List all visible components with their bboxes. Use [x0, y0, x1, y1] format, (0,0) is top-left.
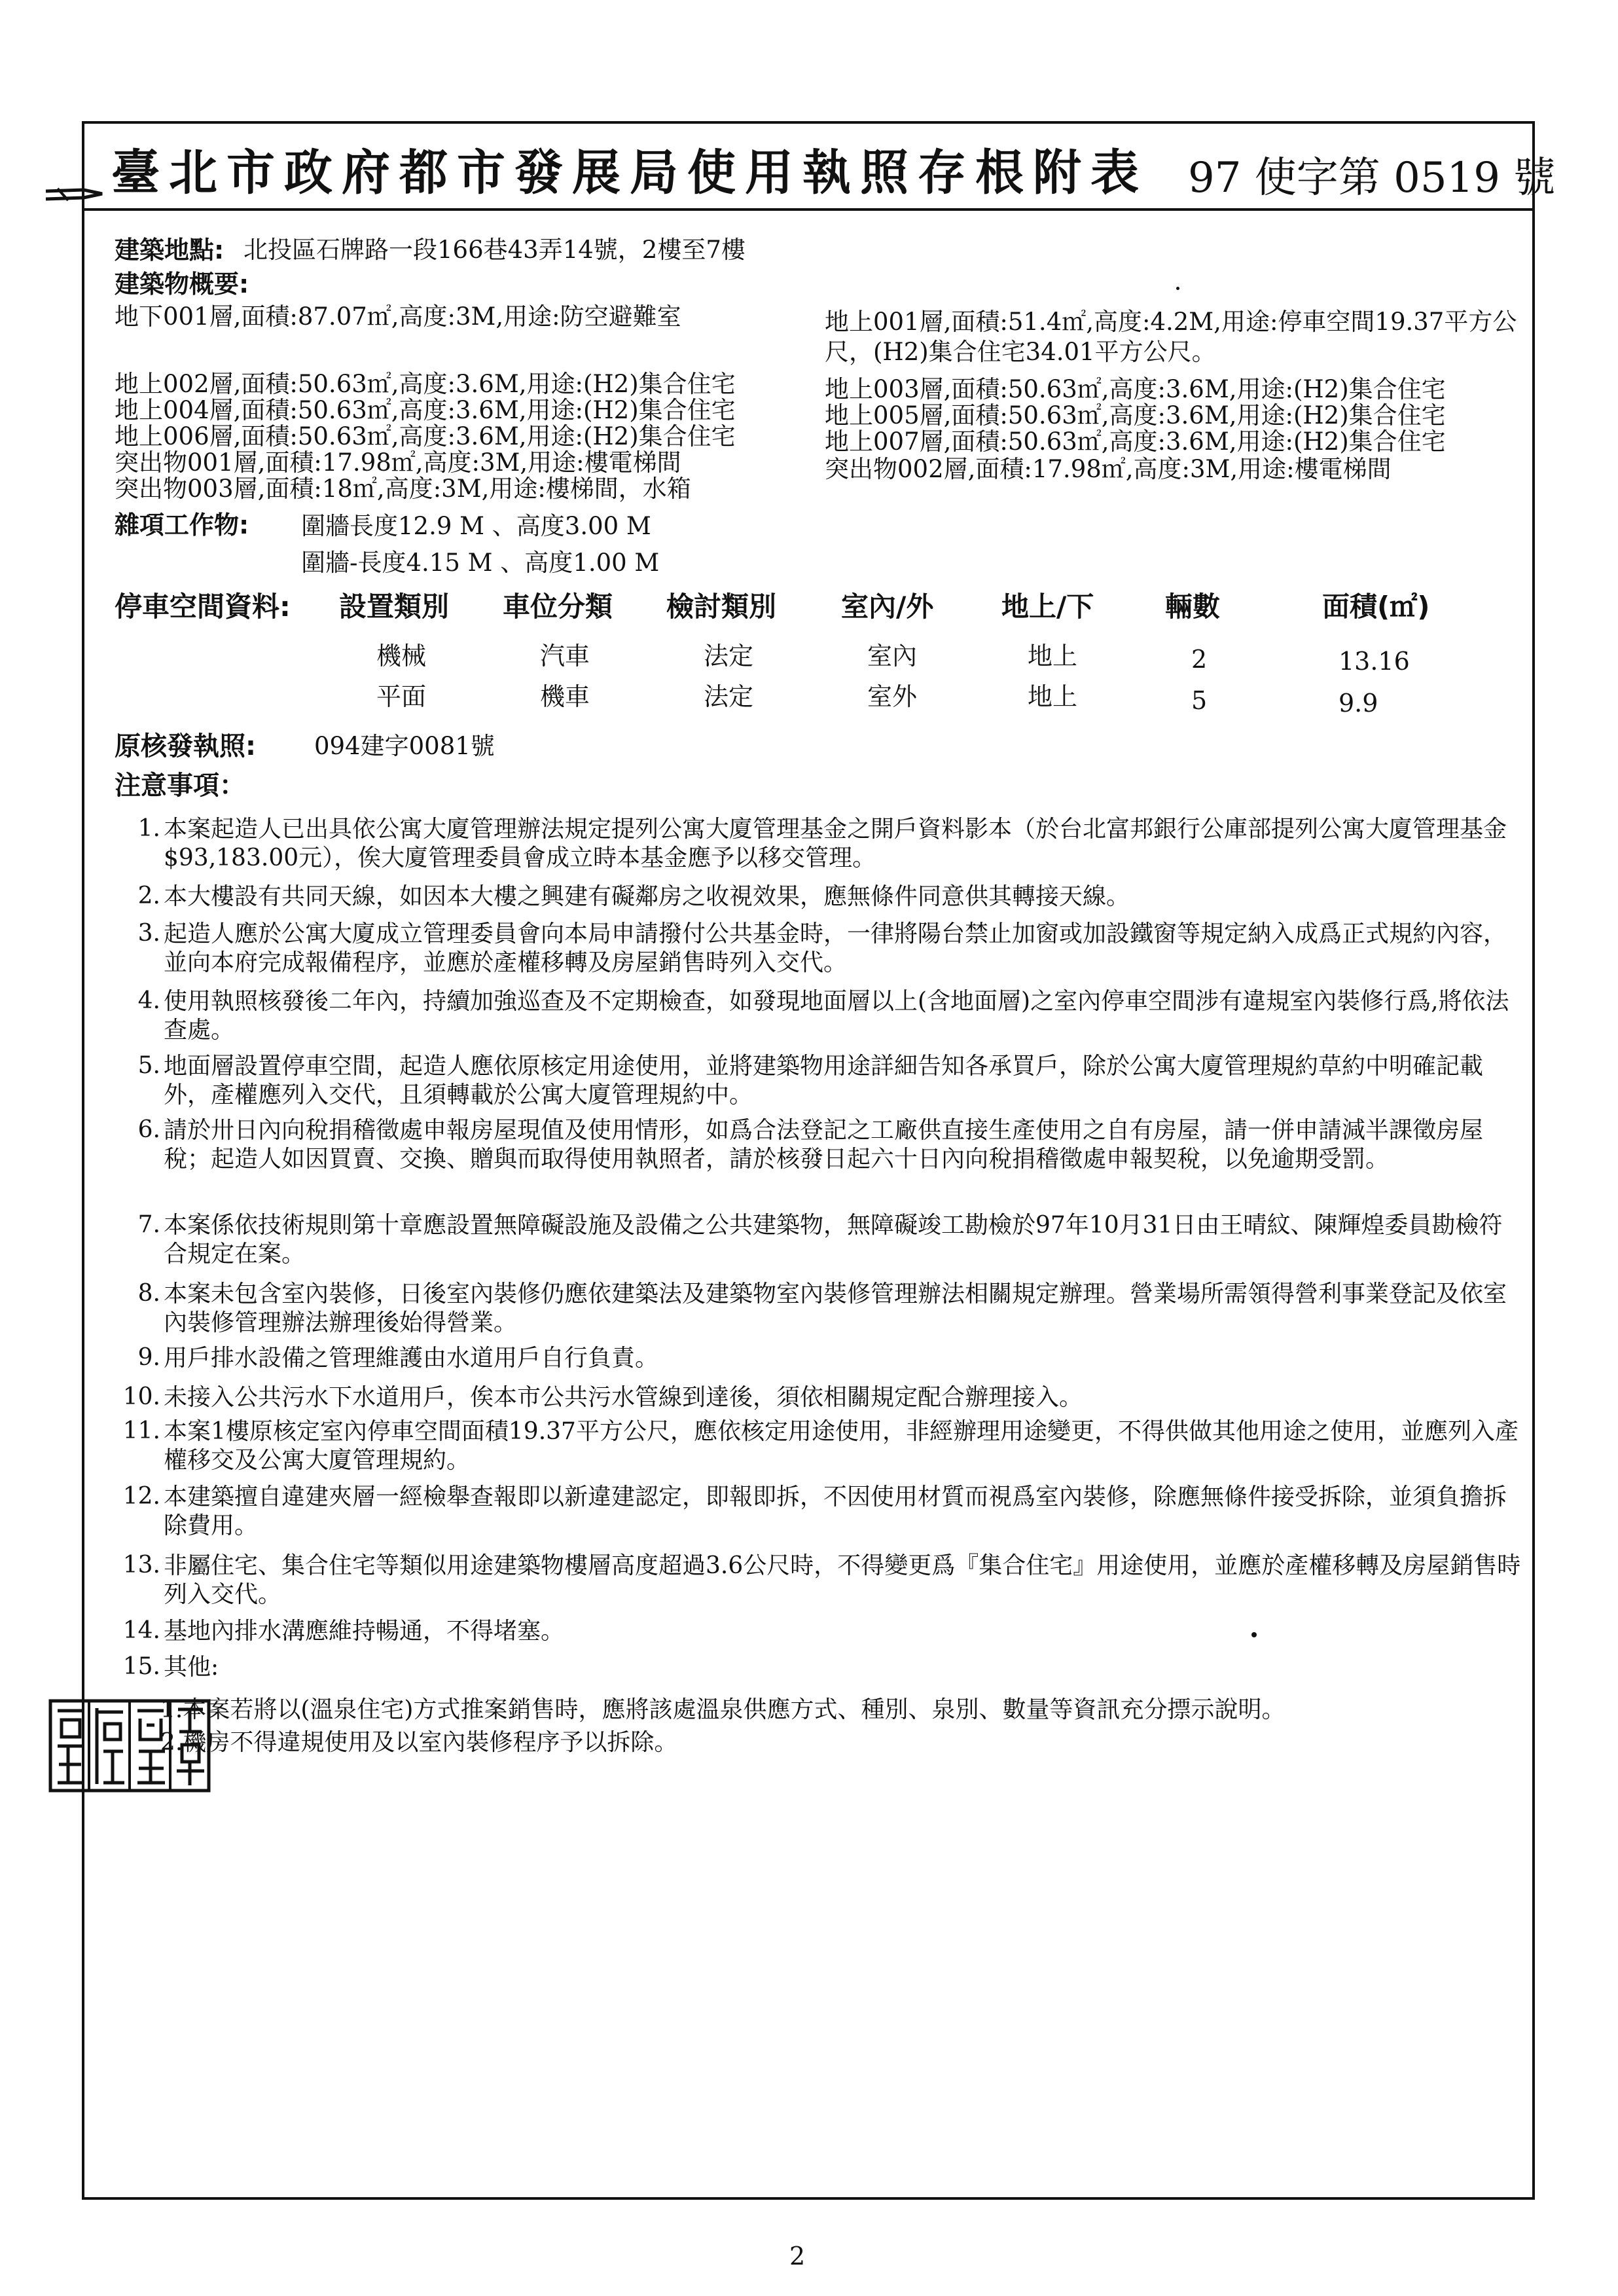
note-10-text: 未接入公共污水下水道用戶，俟本市公共污水管線到達後，須依相關規定配合辦理接入。 [164, 1384, 1083, 1411]
note-12-number: 12. [122, 1483, 160, 1510]
note-11-text: 本案1樓原核定室內停車空間面積19.37平方公尺，應依核定用途使用，非經辦理用途變更，不得供做其他用途之使用，並應列入產權移交及公寓大廈管理規約。 [164, 1418, 1519, 1474]
parking-row-1-area: 13.16 [1339, 647, 1410, 676]
page-number: 2 [789, 2242, 806, 2270]
parking-header-level: 地上/下 [1001, 591, 1094, 623]
parking-row-1-indoor: 室內 [867, 642, 918, 670]
note-6-text: 請於卅日內向稅捐稽徵處申報房屋現值及使用情形，如爲合法登記之工廠供直接生產使用之自有房屋，請一併申請減半課徵房屋稅；起造人如因買賣、交換、贈與而取得使用執照者，請於核發日起六十日內向稅捐稽徵處申報契稅，以免逾期受罰。 [164, 1117, 1484, 1173]
note-2-number: 2. [137, 883, 160, 909]
other-item-2: 2.機房不得違規使用及以室內裝修程序予以拆除。 [160, 1729, 678, 1756]
note-15-number: 15. [122, 1653, 160, 1680]
parking-row-2-level: 地上 [1028, 682, 1078, 711]
note-2-text: 本大樓設有共同天線，如因本大樓之興建有礙鄰房之收視效果，應無條件同意供其轉接天線。 [164, 883, 1130, 910]
floor-1-line2: 尺，(H2)集合住宅34.01平方公尺。 [825, 338, 1216, 366]
title-divider [82, 208, 1535, 211]
note-12-text: 本建築擅自違建夾層一經檢舉查報即以新違建認定，即報即拆，不因使用材質而視爲室內裝修，除應無條件接受拆除，並須負擔拆除費用。 [164, 1484, 1507, 1539]
floor-4: 地上004層,面積:50.63㎡,高度:3.6M,用途:(H2)集合住宅 [115, 396, 736, 424]
note-3-number: 3. [137, 920, 160, 947]
floor-7: 地上007層,面積:50.63㎡,高度:3.6M,用途:(H2)集合住宅 [825, 428, 1446, 456]
parking-row-1-vehicle: 汽車 [540, 642, 590, 670]
note-7-number: 7. [137, 1211, 160, 1238]
note-9-number: 9. [137, 1344, 160, 1371]
floor-6: 地上006層,面積:50.63㎡,高度:3.6M,用途:(H2)集合住宅 [115, 422, 736, 450]
note-5-number: 5. [137, 1052, 160, 1079]
parking-header-review: 檢討類別 [666, 591, 777, 623]
building-label: 建築物概要: [115, 270, 249, 299]
rooftop-1: 突出物001層,面積:17.98㎡,高度:3M,用途:樓電梯間 [115, 448, 681, 477]
parking-header-indoor: 室內/外 [841, 591, 934, 623]
misc-label: 雜項工作物: [115, 511, 249, 539]
misc-item-2: 圍牆-長度4.15 M 、高度1.00 M [301, 549, 660, 577]
site-value: 北投區石牌路一段166巷43弄14號，2樓至7樓 [243, 236, 746, 264]
note-14-number: 14. [122, 1617, 160, 1644]
note-1-text: 本案起造人已出具依公寓大廈管理辦法規定提列公寓大廈管理基金之開戶資料影本（於台北富邦銀行公庫部提列公寓大廈管理基金$93,183.00元），俟大廈管理委員會成立時本基金應予以移交管理。 [164, 816, 1507, 871]
parking-row-2-type: 平面 [376, 682, 427, 711]
parking-row-2-count: 5 [1191, 686, 1208, 715]
other-item-1: 1.本案若將以(溫泉住宅)方式推案銷售時，應將該處溫泉供應方式、種別、泉別、數量等資訊充分摽示說明。 [160, 1696, 1285, 1723]
note-3-text: 起造人應於公寓大廈成立管理委員會向本局申請撥付公共基金時，一律將陽台禁止加窗或加設鐵窗等規定納入成爲正式規約內容，並向本府完成報備程序，並應於產權移轉及房屋銷售時列入交代。 [164, 920, 1507, 976]
floor-5: 地上005層,面積:50.63㎡,高度:3.6M,用途:(H2)集合住宅 [825, 401, 1446, 429]
note-9-text: 用戶排水設備之管理維護由水道用戶自行負責。 [164, 1345, 659, 1372]
parking-row-2-review: 法定 [704, 682, 754, 711]
note-4-text: 使用執照核發後二年內，持續加強巡查及不定期檢查，如發現地面層以上(含地面層)之室內停車空間涉有違規室內裝修行爲,將依法查處。 [164, 988, 1509, 1044]
floor-1-line1: 地上001層,面積:51.4㎡,高度:4.2M,用途:停車空間19.37平方公 [825, 308, 1517, 336]
parking-row-2-vehicle: 機車 [540, 682, 590, 711]
note-13-text: 非屬住宅、集合住宅等類似用途建築物樓層高度超過3.6公尺時，不得變更爲『集合住宅』用途使用，並應於產權移轉及房屋銷售時列入交代。 [164, 1552, 1521, 1608]
misc-item-1: 圍牆長度12.9 M 、高度3.00 M [301, 512, 651, 540]
document-title: 臺北市政府都市發展局使用執照存根附表 [111, 145, 1148, 201]
note-6-number: 6. [137, 1116, 160, 1143]
parking-row-2-indoor: 室外 [867, 682, 918, 711]
parking-header-type: 設置類別 [339, 591, 450, 623]
scan-speck [1176, 287, 1179, 290]
parking-header-vehicle: 車位分類 [503, 591, 613, 623]
binder-clip-mark [45, 185, 105, 204]
note-15-text: 其他: [164, 1654, 219, 1681]
permit-number: 97 使字第 0519 號 [1188, 154, 1556, 202]
parking-row-1-review: 法定 [704, 642, 754, 670]
rooftop-2: 突出物002層,面積:17.98㎡,高度:3M,用途:樓電梯間 [825, 455, 1392, 483]
parking-header-area: 面積(㎡) [1322, 591, 1430, 623]
rooftop-3: 突出物003層,面積:18㎡,高度:3M,用途:樓梯間，水箱 [115, 475, 691, 503]
parking-header-count: 輛數 [1165, 591, 1221, 623]
note-11-number: 11. [122, 1417, 160, 1444]
parking-label: 停車空間資料: [115, 591, 291, 623]
note-14-text: 基地內排水溝應維持暢通，不得堵塞。 [164, 1618, 565, 1645]
note-4-number: 4. [137, 987, 160, 1014]
notes-label: 注意事項： [115, 771, 245, 801]
parking-row-1-count: 2 [1191, 645, 1208, 674]
note-8-number: 8. [137, 1280, 160, 1307]
original-permit-label: 原核發執照: [115, 731, 256, 761]
parking-row-1-type: 機械 [376, 642, 427, 670]
note-10-number: 10. [122, 1383, 160, 1410]
scan-speck [1251, 1632, 1257, 1637]
note-1-number: 1. [137, 815, 160, 842]
floor-2: 地上002層,面積:50.63㎡,高度:3.6M,用途:(H2)集合住宅 [115, 370, 736, 398]
floor-3: 地上003層,面積:50.63㎡,高度:3.6M,用途:(H2)集合住宅 [825, 375, 1446, 403]
note-5-text: 地面層設置停車空間，起造人應依原核定用途使用，並將建築物用途詳細告知各承買戶，除於公寓大廈管理規約草約中明確記載外，產權應列入交代，且須轉載於公寓大廈管理規約中。 [164, 1053, 1484, 1108]
official-seal-stamp [48, 1699, 211, 1793]
floor-b1: 地下001層,面積:87.07㎡,高度:3M,用途:防空避難室 [115, 302, 681, 331]
note-13-number: 13. [122, 1552, 160, 1578]
note-8-text: 本案未包含室內裝修，日後室內裝修仍應依建築法及建築物室內裝修管理辦法相關規定辦理。營業場所需領得營利事業登記及依室內裝修管理辦法辦理後始得營業。 [164, 1281, 1507, 1336]
note-7-text: 本案係依技術規則第十章應設置無障礙設施及設備之公共建築物，無障礙竣工勘檢於97年10月31日由王晴紋、陳輝煌委員勘檢符合規定在案。 [164, 1212, 1503, 1267]
parking-row-2-area: 9.9 [1339, 689, 1378, 718]
original-permit-value: 094建字0081號 [314, 732, 495, 760]
parking-row-1-level: 地上 [1028, 642, 1078, 670]
site-label: 建築地點: [115, 236, 225, 264]
